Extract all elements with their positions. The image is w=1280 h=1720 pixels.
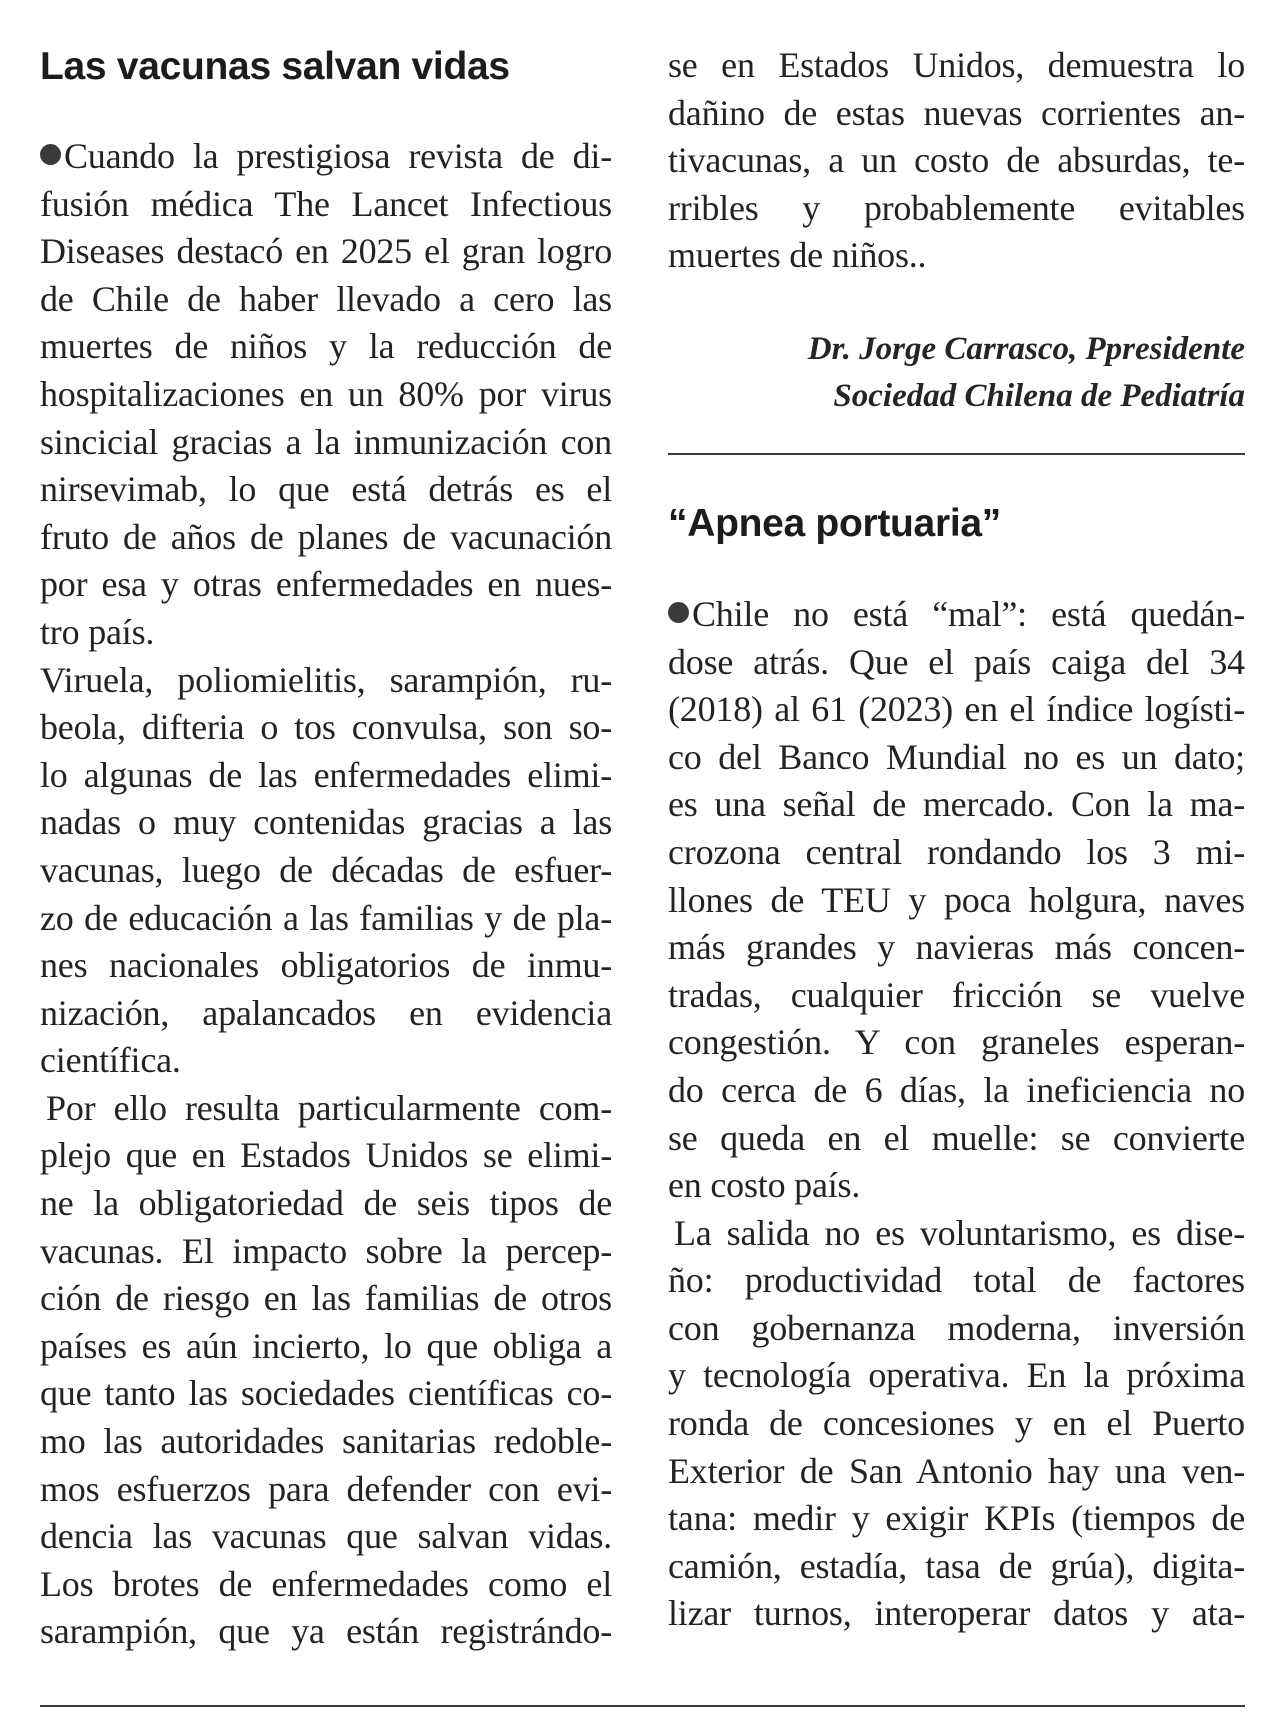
vacunas-line: Viruela, poliomielitis, sarampión, ru- — [40, 659, 612, 700]
vacunas-line: zo de educación a las familias y de pla- — [40, 897, 612, 938]
apnea-line: dose atrás. Que el país caiga del 34 — [668, 641, 1245, 682]
vacunas-line: dañino de estas nuevas corrientes an- — [668, 92, 1245, 133]
bullet-icon — [40, 144, 61, 165]
vacunas-line: mos esfuerzos para defender con evi- — [40, 1468, 612, 1509]
vacunas-line: ción de riesgo en las familias de otros — [40, 1278, 612, 1319]
apnea-line: co del Banco Mundial no es un dato; — [668, 736, 1245, 777]
apnea-line: es una señal de mercado. Con la ma- — [668, 784, 1245, 825]
vacunas-line: nirsevimab, lo que está detrás es el — [40, 469, 612, 510]
vacunas-line: nadas o muy contenidas gracias a las — [40, 802, 612, 843]
vacunas-line: plejo que en Estados Unidos se elimi- — [40, 1135, 612, 1176]
apnea-line: La salida no es voluntarismo, es dise- — [674, 1212, 1245, 1253]
vacunas-line: nización, apalancados en evidencia — [40, 992, 612, 1033]
vacunas-body — [40, 133, 612, 1656]
vacunas-line: rribles y probablemente evitables — [668, 187, 1245, 228]
apnea-line: congestión. Y con graneles esperan- — [668, 1022, 1245, 1063]
vacunas-line: nes nacionales obligatorios de inmu- — [40, 945, 612, 986]
apnea-line: en costo país. — [668, 1165, 861, 1206]
apnea-line: (2018) al 61 (2023) en el índice logísti- — [668, 689, 1245, 730]
vacunas-line: dencia las vacunas que salvan vidas. — [40, 1516, 612, 1557]
vacunas-line: mo las autoridades sanitarias redoble- — [40, 1421, 612, 1462]
apnea-line: Exterior de San Antonio hay una ven- — [668, 1450, 1245, 1491]
vacunas-line: Cuando la prestigiosa revista de di- — [40, 133, 612, 181]
vacunas-line: por esa y otras enfermedades en nues- — [40, 564, 612, 605]
column-divider — [668, 453, 1245, 455]
vacunas-line: muertes de niños y la reducción de — [40, 326, 612, 367]
apnea-line: Chile no está “mal”: está quedán- — [668, 591, 1245, 639]
vacunas-line: de Chile de haber llevado a cero las — [40, 278, 612, 319]
bullet-icon — [668, 602, 689, 623]
signature — [668, 326, 1245, 420]
vacunas-continuation — [668, 42, 1245, 280]
vacunas-line: beola, difteria o tos convulsa, son so- — [40, 707, 612, 748]
vacunas-line: países es aún incierto, lo que obliga a — [40, 1325, 612, 1366]
apnea-line: lizar turnos, interoperar datos y ata- — [668, 1593, 1245, 1634]
apnea-line: llones de TEU y poca holgura, naves — [668, 879, 1245, 920]
apnea-line: camión, estadía, tasa de grúa), digita- — [668, 1545, 1245, 1586]
apnea-line: do cerca de 6 días, la ineficiencia no — [668, 1069, 1245, 1110]
vacunas-line: tro país. — [40, 611, 155, 652]
apnea-headline: “Apnea portuaria” — [668, 501, 1001, 545]
apnea-line: ño: productividad total de factores — [668, 1260, 1245, 1301]
vacunas-line: que tanto las sociedades científicas co- — [40, 1373, 612, 1414]
vacunas-line: se en Estados Unidos, demuestra lo — [668, 45, 1245, 85]
vacunas-line: sincicial gracias a la inmunización con — [40, 421, 612, 462]
vacunas-line: vacunas, luego de décadas de esfuer- — [40, 849, 612, 890]
left-column — [40, 42, 612, 1656]
signature-org: Sociedad Chilena de Pediatría — [833, 377, 1245, 414]
vacunas-line: vacunas. El impacto sobre la percep- — [40, 1230, 612, 1271]
vacunas-line: lo algunas de las enfermedades elimi- — [40, 754, 612, 795]
apnea-line: más grandes y navieras más concen- — [668, 927, 1245, 968]
apnea-line: crozona central rondando los 3 mi- — [668, 831, 1245, 872]
vacunas-line: muertes de niños.. — [668, 235, 927, 276]
apnea-line: se queda en el muelle: se convierte — [668, 1117, 1245, 1158]
signature-name: Dr. Jorge Carrasco, Ppresidente — [807, 330, 1245, 367]
apnea-line: con gobernanza moderna, inversión — [668, 1307, 1245, 1348]
apnea-body — [668, 591, 1245, 1638]
apnea-line: ronda de concesiones y en el Puerto — [668, 1403, 1245, 1444]
vacunas-line: científica. — [40, 1040, 181, 1081]
right-column — [668, 42, 1245, 1638]
vacunas-line: fusión médica The Lancet Infectious — [40, 183, 612, 224]
vacunas-headline: Las vacunas salvan vidas — [40, 45, 510, 88]
apnea-line: tradas, cualquier fricción se vuelve — [668, 974, 1245, 1015]
apnea-line: tana: medir y exigir KPIs (tiempos de — [668, 1498, 1245, 1539]
vacunas-line: Por ello resulta particularmente com- — [46, 1087, 612, 1128]
vacunas-line: tivacunas, a un costo de absurdas, te- — [668, 140, 1245, 181]
vacunas-line: hospitalizaciones en un 80% por virus — [40, 373, 612, 414]
apnea-line: y tecnología operativa. En la próxima — [668, 1355, 1245, 1396]
vacunas-line: ne la obligatoriedad de seis tipos de — [40, 1183, 612, 1224]
vacunas-line: Diseases destacó en 2025 el gran logro — [40, 231, 612, 272]
bottom-rule — [40, 1705, 1245, 1707]
vacunas-line: sarampión, que ya están registrándo- — [40, 1611, 612, 1652]
vacunas-line: fruto de años de planes de vacunación — [40, 516, 612, 557]
vacunas-line: Los brotes de enfermedades como el — [40, 1563, 612, 1604]
